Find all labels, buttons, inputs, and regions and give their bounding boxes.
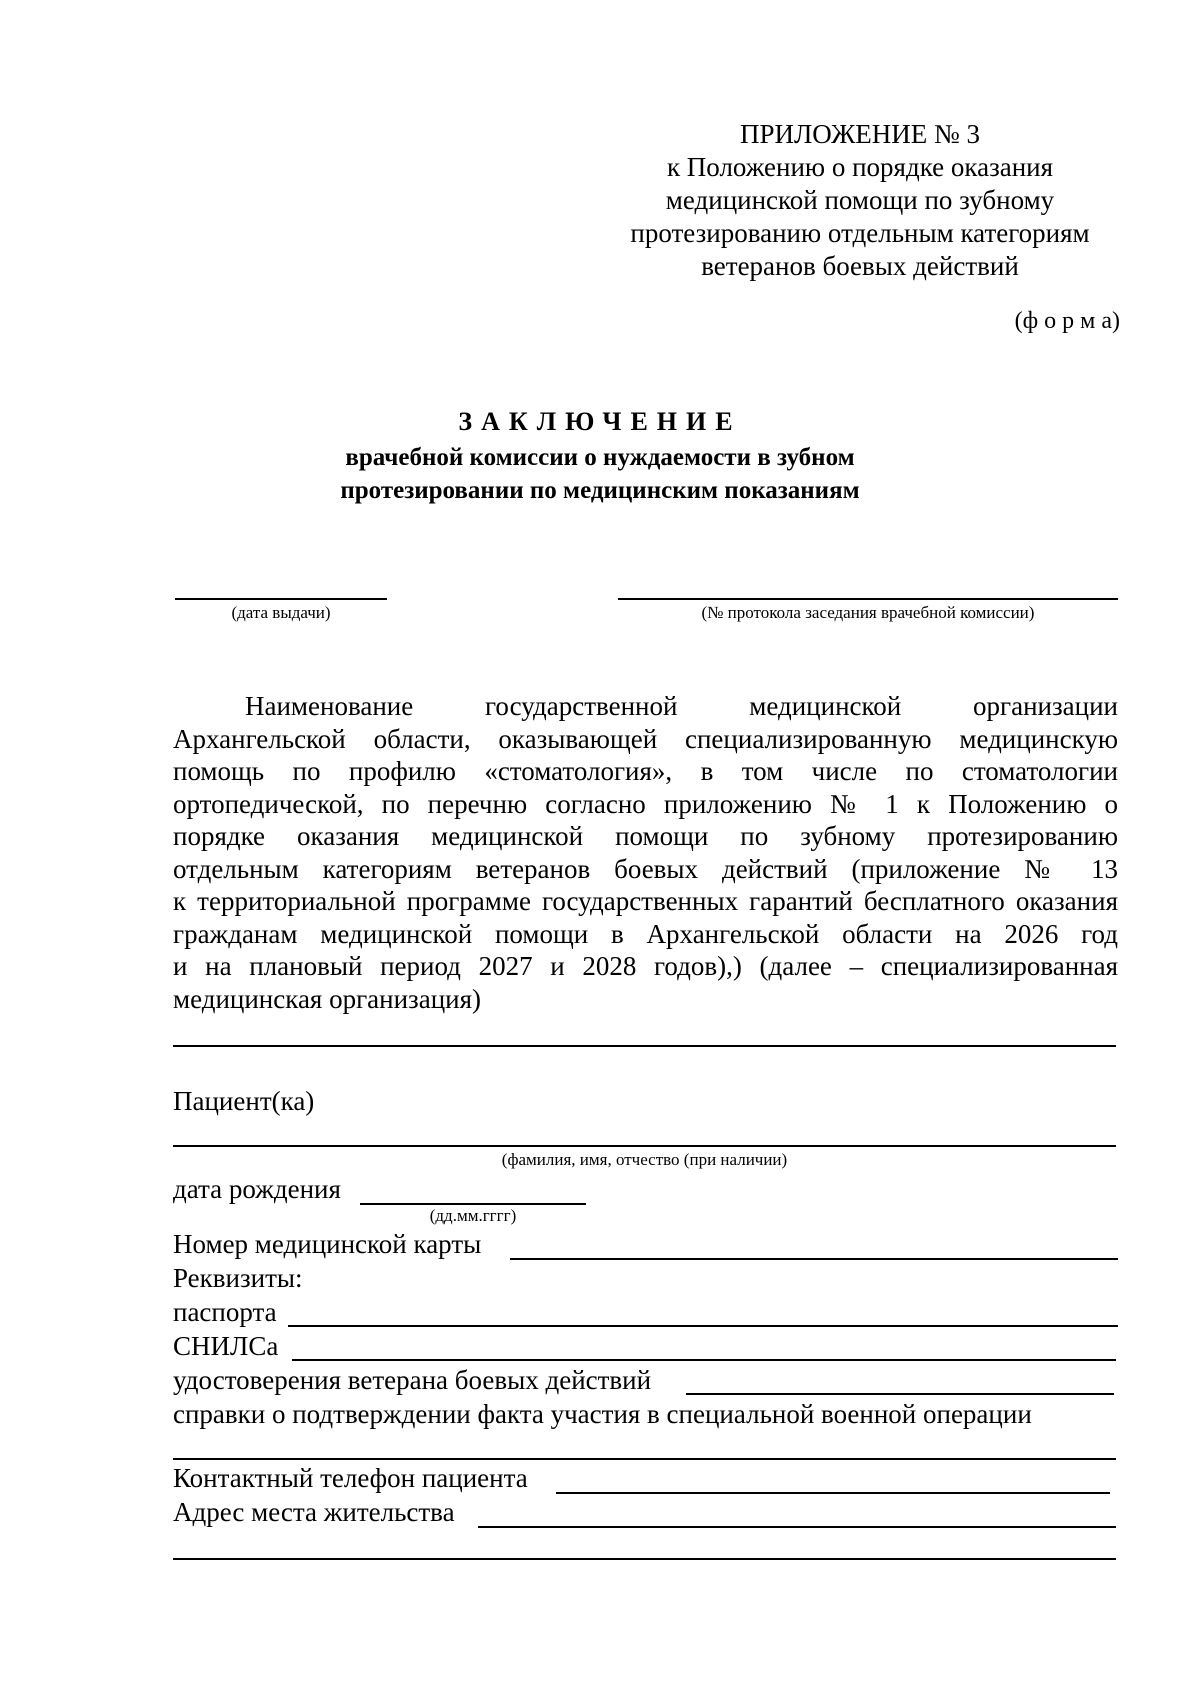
requisites-label: Реквизиты: — [173, 1263, 303, 1293]
paragraph-line: медицинская организация) — [173, 983, 482, 1014]
header-line-1: к Положению о порядке оказания — [666, 152, 1054, 182]
veteran-id-line[interactable] — [686, 1393, 1114, 1395]
address-label: Адрес места жительства — [173, 1497, 455, 1527]
phone-label: Контактный телефон пациента — [173, 1463, 528, 1493]
issue-date-line[interactable] — [175, 598, 387, 600]
organization-paragraph — [173, 690, 1118, 1015]
document-title: ЗАКЛЮЧЕНИЕ — [458, 407, 742, 436]
issue-date-caption: (дата выдачи) — [231, 603, 331, 622]
svo-certificate-line[interactable] — [173, 1458, 1116, 1460]
birth-date-line[interactable] — [360, 1203, 586, 1205]
document-subtitle-line-2: протезировании по медицинским показаниям — [340, 477, 860, 504]
card-number-line[interactable] — [510, 1258, 1118, 1260]
address-line[interactable] — [478, 1526, 1116, 1528]
form-label: (ф о р м а) — [1014, 308, 1120, 334]
passport-line[interactable] — [288, 1325, 1118, 1327]
paragraph-line: Архангельской области, оказывающей специализированную медицинскую — [173, 723, 1118, 754]
phone-line[interactable] — [556, 1492, 1110, 1494]
annex-number: ПРИЛОЖЕНИЕ № 3 — [739, 119, 981, 149]
snils-line[interactable] — [292, 1359, 1116, 1361]
passport-label: паспорта — [173, 1297, 277, 1327]
header-line-2: медицинской помощи по зубному — [665, 185, 1055, 215]
header-line-3: протезированию отдельным категориям — [630, 218, 1090, 248]
paragraph-line: к территориальной программе государственных гарантий бесплатного оказания — [173, 886, 1118, 916]
patient-name-line[interactable] — [173, 1145, 1116, 1147]
protocol-number-line[interactable] — [618, 598, 1118, 600]
paragraph-line: Наименование государственной медицинской организации — [245, 691, 1118, 721]
address-continuation-line[interactable] — [173, 1558, 1116, 1560]
snils-label: СНИЛСа — [173, 1331, 279, 1361]
protocol-number-caption: (№ протокола заседания врачебной комиссии) — [701, 603, 1035, 622]
paragraph-line: ортопедической, по перечню согласно приложению № 1 к Положению о — [173, 788, 1118, 819]
full-name-caption: (фамилия, имя, отчество (при наличии) — [501, 1150, 788, 1169]
paragraph-line: порядке оказания медицинской помощи по зубному протезированию — [173, 821, 1118, 851]
card-number-label: Номер медицинской карты — [173, 1229, 482, 1259]
header-line-4: ветеранов боевых действий — [701, 251, 1019, 281]
organization-name-line[interactable] — [173, 1045, 1116, 1047]
birth-date-label: дата рождения — [173, 1174, 341, 1204]
paragraph-line: отдельным категориям ветеранов боевых действий (приложение № 13 — [173, 853, 1118, 884]
paragraph-line: гражданам медицинской помощи в Архангельской области на 2026 год — [173, 918, 1118, 949]
veteran-id-label: удостоверения ветерана боевых действий — [173, 1365, 652, 1395]
paragraph-line: и на плановый период 2027 и 2028 годов),) (далее – специализированная — [173, 951, 1118, 981]
paragraph-line: помощь по профилю «стоматология», в том числе по стоматологии — [173, 756, 1118, 786]
patient-label: Пациент(ка) — [173, 1086, 315, 1116]
document-subtitle-line-1: врачебной комиссии о нуждаемости в зубном — [345, 444, 855, 471]
date-format-caption: (дд.мм.гггг) — [429, 1206, 517, 1225]
svo-certificate-label: справки о подтверждении факта участия в специальной военной операции — [173, 1399, 1032, 1429]
